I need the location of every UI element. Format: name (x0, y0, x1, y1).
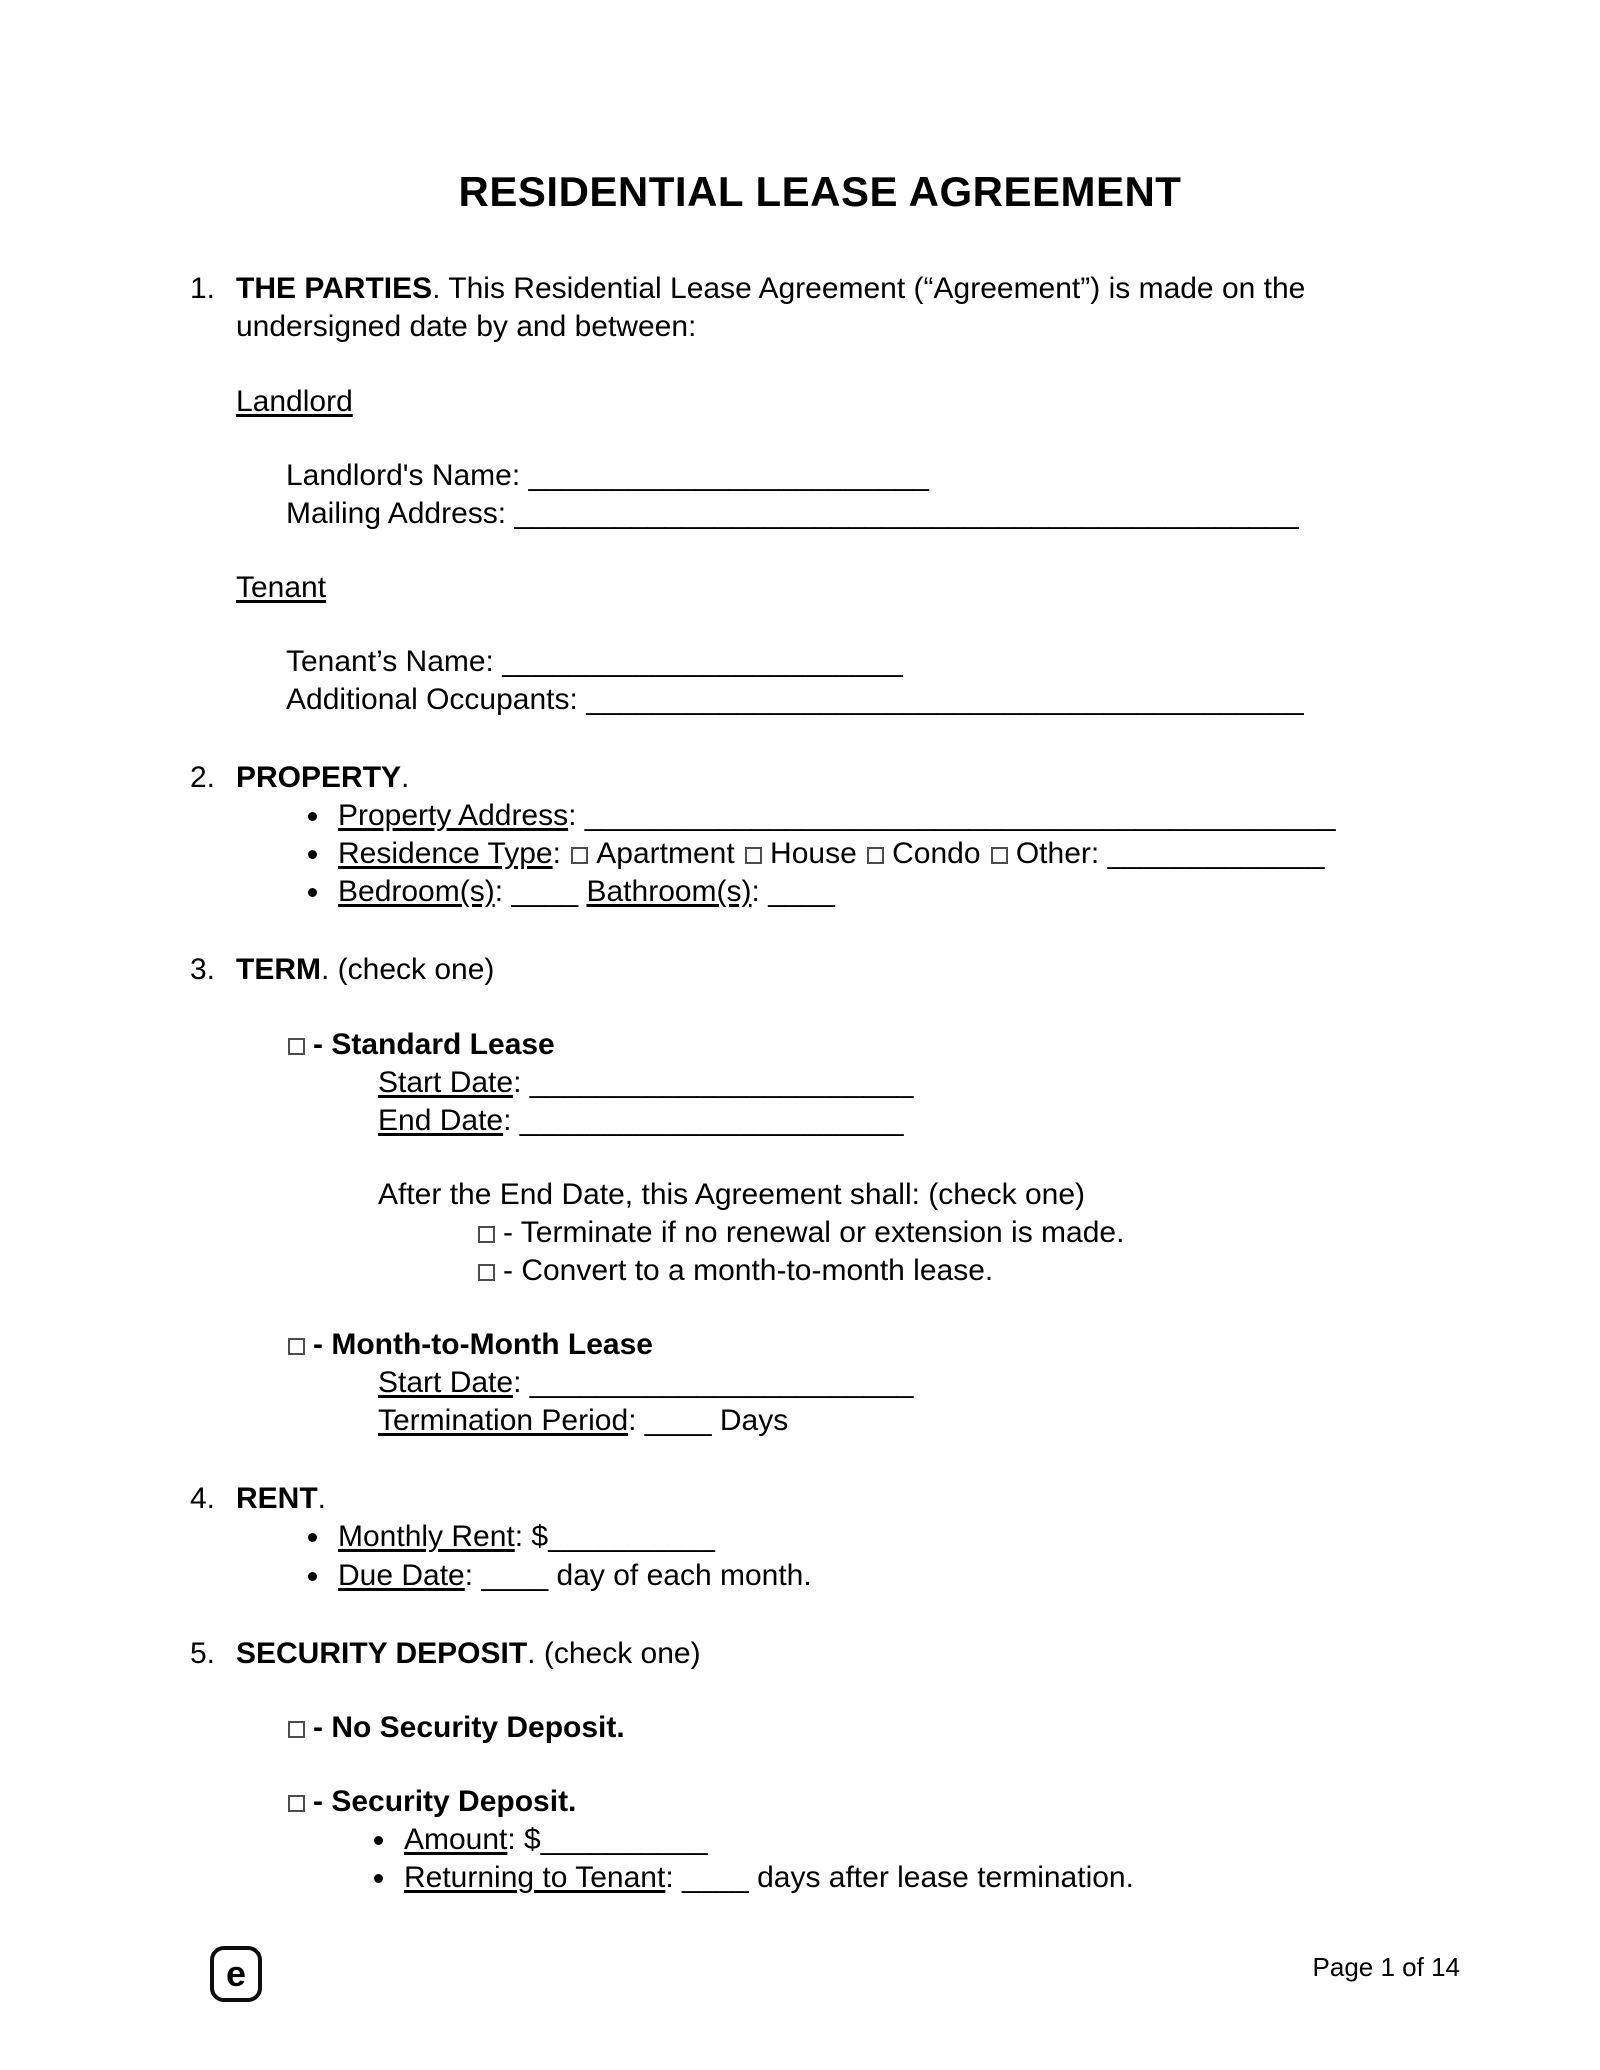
checkbox-terminate[interactable] (478, 1226, 495, 1243)
security-deposit-heading: SECURITY DEPOSIT (236, 1636, 528, 1670)
checkbox-house[interactable] (745, 847, 762, 864)
rent-lead-text: . (317, 1482, 327, 1516)
standard-end-date-blank[interactable]: : _______________________ (503, 1103, 904, 1137)
the-parties-lead-text: . This Residential Lease Agreement (“Agreement”) is made on the undersigned date by and between: (236, 272, 1306, 344)
option-apartment-label: Apartment (596, 837, 735, 871)
bullet-due-date (332, 1557, 1450, 1595)
landlord-name-blank[interactable]: ________________________ (528, 458, 929, 492)
section-term-body (236, 951, 1450, 1440)
bedrooms-blank[interactable]: : ____ (494, 875, 579, 909)
option-terminate-line (476, 1214, 1450, 1252)
no-security-deposit-line (286, 1709, 1450, 1747)
mailing-address-line (286, 495, 1450, 533)
due-date-blank[interactable]: : ____ (464, 1558, 549, 1592)
checkbox-convert[interactable] (478, 1264, 495, 1281)
standard-lease-label: - Standard Lease (313, 1027, 555, 1061)
landlord-name-line (286, 457, 1450, 495)
bullet-amount (398, 1821, 1450, 1859)
the-parties-lead (236, 270, 1450, 346)
tenant-fields (286, 643, 1450, 719)
landlord-name-label: Landlord's Name: (286, 458, 521, 492)
standard-end-date-line (378, 1102, 1450, 1140)
bathrooms-label: Bathroom(s) (586, 875, 752, 909)
option-condo-label: Condo (892, 837, 981, 871)
section-number-2: 2. (190, 761, 216, 795)
returning-blank[interactable]: : ____ (665, 1861, 749, 1895)
additional-occupants-blank[interactable]: ___________________________________________ (586, 682, 1304, 716)
amount-blank[interactable]: : $__________ (507, 1822, 708, 1856)
rent-bullets (236, 1518, 1450, 1594)
checkbox-condo[interactable] (867, 847, 884, 864)
section-security-deposit-body (236, 1635, 1450, 1897)
mtm-start-date-line (378, 1364, 1450, 1402)
property-address-blank[interactable]: : _____________________________________________ (568, 799, 1336, 833)
bullet-returning-to-tenant (398, 1859, 1450, 1897)
tenant-subheading-line (236, 569, 1450, 607)
monthly-rent-label: Monthly Rent (338, 1520, 515, 1554)
landlord-fields (286, 457, 1450, 533)
returning-label: Returning to Tenant (404, 1861, 666, 1895)
mtm-start-date-label: Start Date (378, 1366, 514, 1400)
property-address-label: Property Address (338, 799, 569, 833)
tenant-name-blank[interactable]: ________________________ (502, 644, 903, 678)
checkbox-security-deposit[interactable] (288, 1795, 305, 1812)
after-end-date-options (476, 1214, 1450, 1290)
option-house-label: House (770, 837, 857, 871)
standard-lease-line (286, 1026, 1450, 1064)
month-to-month-line (286, 1326, 1450, 1364)
due-date-label: Due Date (338, 1558, 465, 1592)
month-to-month-fields (378, 1364, 1450, 1440)
section-security-deposit (190, 1635, 1450, 1897)
bathrooms-blank[interactable]: : ____ (751, 875, 835, 909)
eforms-logo (210, 1946, 262, 2002)
bullet-residence-type (332, 835, 1450, 873)
residence-type-colon: : (552, 837, 561, 871)
month-to-month-label: - Month-to-Month Lease (313, 1328, 653, 1362)
mailing-address-label: Mailing Address: (286, 496, 507, 530)
option-convert-label: - Convert to a month-to-month lease. (503, 1254, 994, 1288)
checkbox-month-to-month[interactable] (288, 1338, 305, 1355)
option-other-blank[interactable]: _____________ (1107, 837, 1325, 871)
rent-lead (236, 1480, 1450, 1518)
security-deposit-bullets (236, 1821, 1450, 1897)
section-rent-body (236, 1480, 1450, 1594)
security-deposit-label: - Security Deposit. (313, 1784, 577, 1818)
tenant-name-label: Tenant’s Name: (286, 644, 494, 678)
security-deposit-lead-text: . (check one) (527, 1636, 701, 1670)
term-heading: TERM (236, 953, 321, 987)
option-convert-line (476, 1252, 1450, 1290)
eforms-logo-letter: e (225, 1953, 247, 1994)
mtm-start-date-blank[interactable]: : _______________________ (513, 1366, 914, 1400)
termination-period-label: Termination Period (378, 1404, 629, 1438)
tenant-name-line (286, 643, 1450, 681)
term-lead-text: . (check one) (321, 953, 495, 987)
monthly-rent-blank[interactable]: : $__________ (514, 1520, 715, 1554)
the-parties-heading: THE PARTIES (236, 272, 433, 306)
bullet-property-address (332, 797, 1450, 835)
standard-lease-fields (378, 1064, 1450, 1140)
mailing-address-blank[interactable]: _______________________________________________ (514, 496, 1299, 530)
section-number-1: 1. (190, 272, 216, 306)
section-rent (190, 1480, 1450, 1594)
document-title: RESIDENTIAL LEASE AGREEMENT (458, 168, 1182, 215)
security-deposit-line (286, 1783, 1450, 1821)
option-terminate-label: - Terminate if no renewal or extension is made. (503, 1215, 1125, 1249)
section-the-parties (190, 270, 1450, 719)
additional-occupants-label: Additional Occupants: (286, 682, 578, 716)
amount-label: Amount (404, 1822, 508, 1856)
section-number-4: 4. (190, 1482, 216, 1516)
returning-after: days after lease termination. (757, 1861, 1134, 1895)
after-end-date-line: After the End Date, this Agreement shall: (check one) (378, 1177, 1086, 1211)
tenant-subheading: Tenant (236, 570, 327, 604)
landlord-subheading: Landlord (236, 384, 353, 418)
termination-period-blank[interactable]: : ____ (628, 1404, 712, 1438)
residence-type-label: Residence Type (338, 837, 553, 871)
bullet-monthly-rent (332, 1518, 1450, 1556)
property-lead-text: . (401, 761, 410, 795)
standard-start-date-label: Start Date (378, 1065, 514, 1099)
section-property (190, 759, 1450, 911)
property-heading: PROPERTY (236, 761, 402, 795)
section-term (190, 951, 1450, 1440)
section-property-body (236, 759, 1450, 911)
additional-occupants-line (286, 681, 1450, 719)
section-number-3: 3. (190, 953, 216, 987)
section-number-5: 5. (190, 1636, 216, 1670)
term-lead (236, 951, 1450, 989)
checkbox-no-security-deposit[interactable] (288, 1721, 305, 1738)
property-bullets (236, 797, 1450, 911)
standard-end-date-label: End Date (378, 1103, 504, 1137)
bullet-bedrooms-bathrooms (332, 873, 1450, 911)
standard-start-date-blank[interactable]: : _______________________ (513, 1065, 914, 1099)
checkbox-apartment[interactable] (571, 847, 588, 864)
no-security-deposit-label: - No Security Deposit. (313, 1710, 625, 1744)
standard-start-date-line (378, 1064, 1450, 1102)
checkbox-standard-lease[interactable] (288, 1038, 305, 1055)
checkbox-other[interactable] (991, 847, 1008, 864)
section-the-parties-body (236, 270, 1450, 719)
option-other-label: Other: (1015, 837, 1100, 871)
rent-heading: RENT (236, 1482, 318, 1516)
property-lead (236, 759, 1450, 797)
due-date-after: day of each month. (556, 1558, 812, 1592)
page-number: Page 1 of 14 (1312, 1951, 1460, 1982)
termination-period-after: Days (719, 1404, 789, 1438)
bedrooms-label: Bedroom(s) (338, 875, 495, 909)
security-deposit-lead (236, 1635, 1450, 1673)
landlord-subheading-line (236, 383, 1450, 421)
termination-period-line (378, 1402, 1450, 1440)
